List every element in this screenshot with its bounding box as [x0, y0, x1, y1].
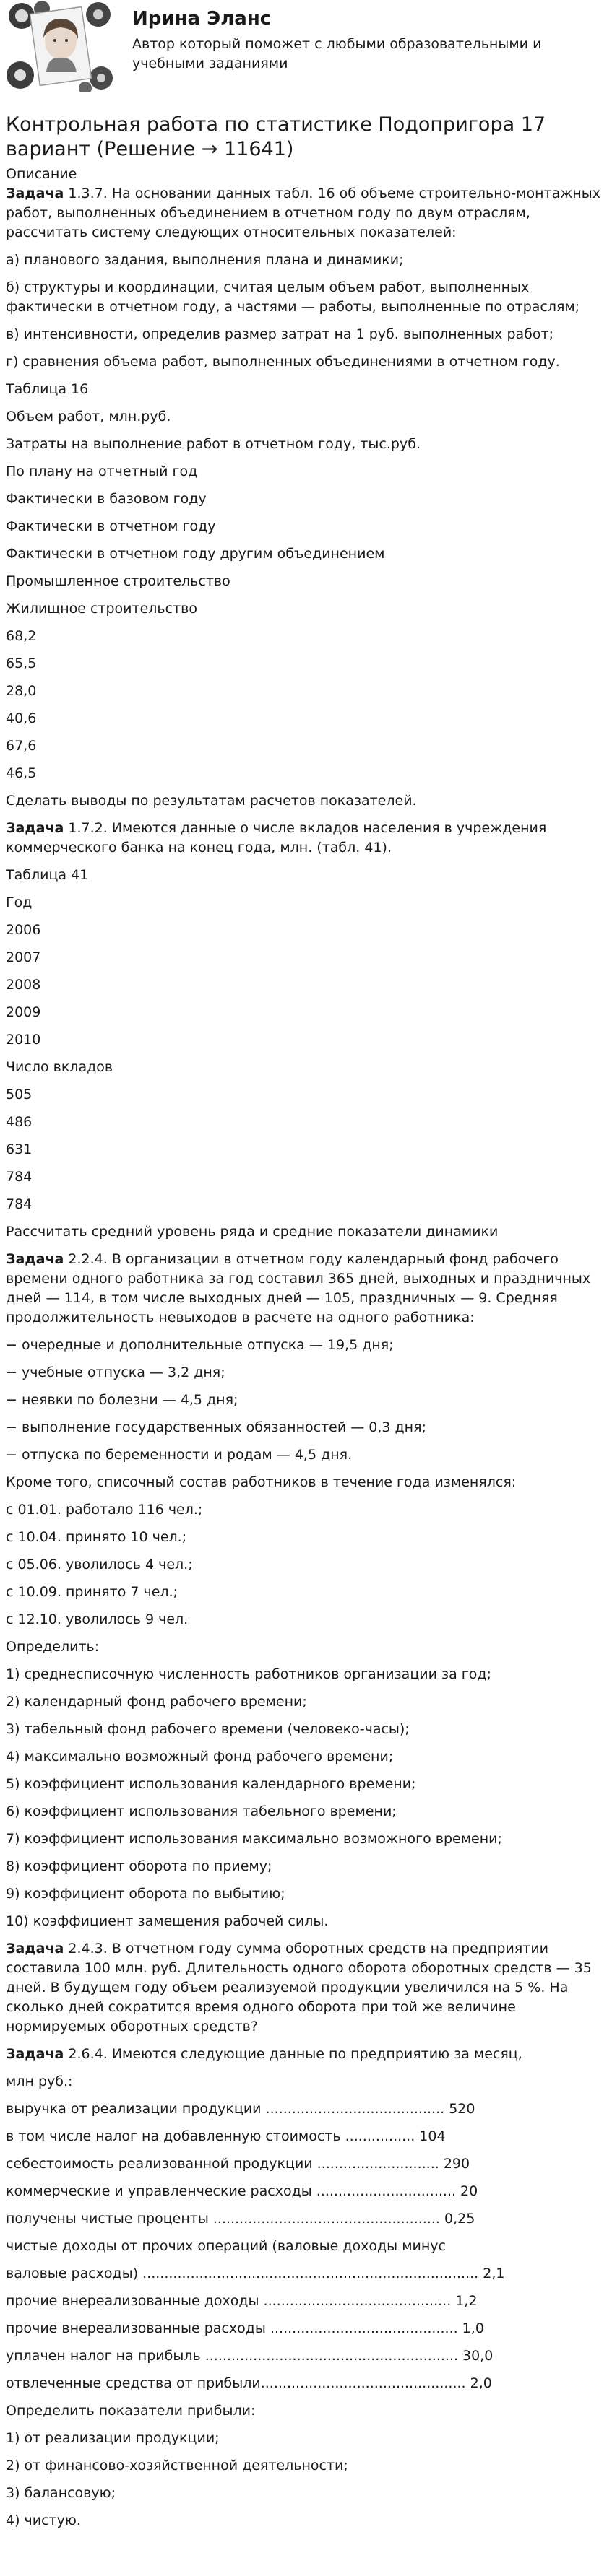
list-item: с 10.09. принято 7 чел.; [6, 1584, 178, 1600]
list-item: 3) табельный фонд рабочего времени (человеко-часы); [6, 1721, 410, 1737]
staff-intro: Кроме того, списочный состав работников в течение года изменялся: [6, 1474, 517, 1490]
list-item: − выполнение государственных обязанностей — 0,3 дня; [6, 1419, 426, 1435]
finance-rows [6, 2099, 606, 2393]
table-line: 40,6 [6, 710, 37, 726]
table-line: Жилищное строительство [6, 601, 197, 617]
list-item: 4) чистую. [6, 2512, 81, 2528]
task-text: 2.2.4. В организации в отчетном году календарный фонд рабочего времени одного работника за год составил 365 дней, выходных и праздничных дней — 114, в том числе выходных дней — 105, праздничных — 9. Средняя продолжительность невыходов в расчете на одного работника: [6, 1251, 591, 1326]
table-line: 68,2 [6, 628, 37, 644]
table-line: 631 [6, 1141, 33, 1157]
description-label: Описание [6, 166, 77, 182]
table-line: 784 [6, 1196, 33, 1212]
determine-label: Определить: [6, 1639, 100, 1655]
list-item: 5) коэффициент использования календарного времени; [6, 1776, 416, 1792]
list-item: 8) коэффициент оборота по приему; [6, 1858, 272, 1874]
list-item: г) сравнения объема работ, выполненных объединениями в отчетном году. [6, 354, 560, 370]
table-41 [6, 866, 606, 1214]
table-line: 2010 [6, 1032, 41, 1048]
task-label: Задача [6, 1251, 64, 1267]
table-line: Фактически в отчетном году другим объединением [6, 546, 385, 562]
task-5 [6, 2045, 606, 2064]
list-item: − очередные и дополнительные отпуска — 19,5 дня; [6, 1337, 394, 1353]
list-item: 10) коэффициент замещения рабочей силы. [6, 1913, 329, 1929]
list-item: с 12.10. уволилось 9 чел. [6, 1611, 189, 1627]
document-body [0, 113, 612, 2531]
task-1-items [6, 251, 606, 372]
table-line: Год [6, 895, 33, 910]
list-item: отвлеченные средства от прибыли............................................... 2,0 [6, 2375, 492, 2391]
absence-list [6, 1336, 606, 1465]
list-item: 2) от финансово-хозяйственной деятельности; [6, 2458, 348, 2473]
unit-label: млн руб.: [6, 2074, 73, 2089]
table-line: 2008 [6, 977, 41, 993]
table-line: 2009 [6, 1004, 41, 1020]
table-line: Фактически в отчетном году [6, 518, 216, 534]
task-text: 1.7.2. Имеются данные о числе вкладов населения в учреждения коммерческого банка на конец года, млн. (табл. 41). [6, 820, 547, 856]
table-line: Промышленное строительство [6, 573, 230, 589]
author-header [0, 0, 612, 104]
task-2 [6, 819, 606, 858]
list-item: а) планового задания, выполнения плана и динамики; [6, 252, 404, 268]
list-item: выручка от реализации продукции ......................................... 520 [6, 2101, 475, 2117]
list-item: 9) коэффициент оборота по выбытию; [6, 1886, 285, 1902]
task-1-conclusion: Сделать выводы по результатам расчетов показателей. [6, 793, 417, 809]
table-16 [6, 380, 606, 783]
page-title: Контрольная работа по статистике Подопригора 17 вариант (Решение → 11641) [6, 113, 546, 160]
table-line: Таблица 41 [6, 867, 89, 883]
list-item: − учебные отпуска — 3,2 дня; [6, 1365, 225, 1380]
list-item: получены чистые проценты .................................................... 0,25 [6, 2211, 475, 2227]
task-text: 1.3.7. На основании данных табл. 16 об объеме строительно-монтажных работ, выполненных объединением в отчетном году по двум отраслям, рассчитать систему следующих относительных показателей: [6, 186, 601, 240]
list-item: валовые расходы) ............................................................................. 2,1 [6, 2266, 505, 2281]
task-label: Задача [6, 820, 64, 836]
table-line: 65,5 [6, 656, 37, 671]
table-line: По плану на отчетный год [6, 464, 198, 479]
list-item: чистые доходы от прочих операций (валовые доходы минус [6, 2238, 446, 2254]
list-item: коммерческие и управленческие расходы ................................ 20 [6, 2183, 478, 2199]
list-item: 1) среднесписочную численность работников организации за год; [6, 1666, 491, 1682]
table-line: 486 [6, 1114, 33, 1130]
list-item: 3) балансовую; [6, 2485, 116, 2501]
list-item: 4) максимально возможный фонд рабочего времени; [6, 1749, 394, 1765]
list-item: с 01.01. работало 116 чел.; [6, 1502, 203, 1518]
list-item: − неявки по болезни — 4,5 дня; [6, 1392, 238, 1408]
task-1 [6, 184, 606, 243]
table-line: Таблица 16 [6, 381, 89, 397]
list-item: 1) от реализации продукции; [6, 2430, 220, 2446]
list-item: 7) коэффициент использования максимально возможного времени; [6, 1831, 502, 1847]
task-label: Задача [6, 2046, 64, 2062]
author-description: Автор который поможет с любыми образовательными и учебными заданиями [132, 36, 542, 71]
table-line: 505 [6, 1087, 33, 1102]
task-3 [6, 1250, 606, 1328]
list-item: уплачен налог на прибыль .......................................................... 30,0 [6, 2348, 494, 2364]
author-name[interactable]: Ирина Эланс [132, 8, 272, 30]
list-item: в том числе налог на добавленную стоимость ................ 104 [6, 2128, 446, 2144]
task-2-conclusion: Рассчитать средний уровень ряда и средние показатели динамики [6, 1224, 499, 1240]
table-line: 784 [6, 1169, 33, 1185]
list-item: в) интенсивности, определив размер затрат на 1 руб. выполненных работ; [6, 326, 553, 342]
table-line: Фактически в базовом году [6, 491, 207, 507]
question-list [6, 2429, 606, 2531]
table-line: Объем работ, млн.руб. [6, 409, 171, 425]
staff-list [6, 1500, 606, 1629]
task-4 [6, 1939, 606, 2037]
list-item: с 10.04. принято 10 чел.; [6, 1529, 187, 1545]
list-item: 2) календарный фонд рабочего времени; [6, 1694, 307, 1710]
list-item: прочие внереализованные доходы ........................................... 1,2 [6, 2293, 478, 2309]
table-line: 28,0 [6, 683, 37, 699]
question-list [6, 1665, 606, 1931]
table-line: Затраты на выполнение работ в отчетном году, тыс.руб. [6, 436, 421, 452]
determine-label: Определить показатели прибыли: [6, 2403, 256, 2419]
list-item: б) структуры и координации, считая целым объем работ, выполненных фактически в отчетном году, а частями — работы, выполненные по отраслям; [6, 279, 580, 315]
table-line: 2007 [6, 949, 41, 965]
author-avatar[interactable] [6, 0, 114, 92]
table-line: Число вкладов [6, 1059, 113, 1075]
table-line: 46,5 [6, 765, 37, 781]
list-item: себестоимость реализованной продукции ............................ 290 [6, 2156, 470, 2172]
table-line: 2006 [6, 922, 41, 938]
task-text: 2.4.3. В отчетном году сумма оборотных средств на предприятии составила 100 млн. руб. Длительность одного оборота оборотных средств — 35 дней. В будущем году объем реализуемой продукции увеличился на 5 %. На сколько дней сократится время одного оборота при той же величине нормируемых оборотных средств? [6, 1941, 592, 2035]
task-label: Задача [6, 1941, 64, 1957]
table-line: 67,6 [6, 738, 37, 754]
task-text: 2.6.4. Имеются следующие данные по предприятию за месяц, [64, 2046, 522, 2062]
list-item: прочие внереализованные расходы ........................................... 1,0 [6, 2320, 484, 2336]
list-item: 6) коэффициент использования табельного времени; [6, 1803, 397, 1819]
task-label: Задача [6, 186, 64, 201]
list-item: − отпуска по беременности и родам — 4,5 дня. [6, 1447, 353, 1463]
list-item: с 05.06. уволилось 4 чел.; [6, 1557, 193, 1572]
